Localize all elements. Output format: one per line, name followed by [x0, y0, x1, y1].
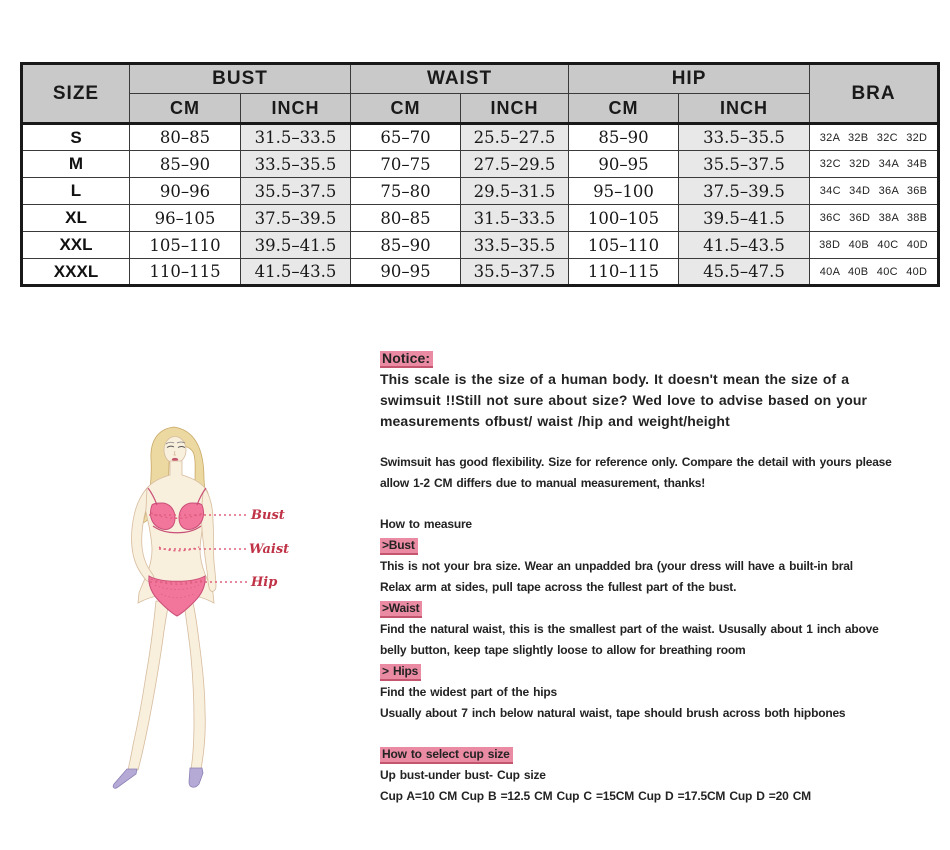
- bra-cell: 32C 32D 34A 34B: [810, 151, 939, 178]
- notes-panel: [380, 348, 945, 807]
- right-shoe: [189, 768, 203, 787]
- col-header-bust-inch: INCH: [241, 94, 351, 124]
- hips-section-label: > Hips: [380, 664, 421, 681]
- hip-inch-cell: 41.5–43.5: [679, 232, 810, 259]
- bust-section-label: >Bust: [380, 538, 418, 555]
- hips-instruction-line: Find the widest part of the hips: [380, 685, 557, 699]
- hip-cm-cell: 100–105: [569, 205, 679, 232]
- notice-paragraph-line: swimsuit !!Still not sure about size? Wed love to advise based on your: [380, 392, 868, 408]
- table-row: [22, 151, 939, 178]
- flexibility-note-line: Swimsuit has good flexibility. Size for reference only. Compare the detail with yours please: [380, 455, 892, 469]
- flexibility-note-line: allow 1-2 CM differs due to manual measurement, thanks!: [380, 476, 706, 490]
- col-header-hip: HIP: [569, 64, 810, 94]
- right-leg: [184, 603, 205, 769]
- col-header-bust: BUST: [130, 64, 351, 94]
- how-to-measure-heading: How to measure: [380, 517, 472, 531]
- hip-inch-cell: 39.5–41.5: [679, 205, 810, 232]
- waist-inch-cell: 35.5–37.5: [461, 259, 569, 286]
- waist-section-label: >Waist: [380, 601, 422, 618]
- table-row: [22, 124, 939, 151]
- hip-cm-cell: 95–100: [569, 178, 679, 205]
- spacer: [380, 724, 945, 744]
- cup-size-line: Up bust-under bust- Cup size: [380, 768, 546, 782]
- bust-cm-cell: 80–85: [130, 124, 241, 151]
- hip-cm-cell: 85–90: [569, 124, 679, 151]
- bust-inch-cell: 39.5–41.5: [241, 232, 351, 259]
- notice-heading-line: [380, 348, 945, 369]
- waist-instruction-line: belly button, keep tape slightly loose to allow for breathing room: [380, 643, 746, 657]
- bust-instruction-line: This is not your bra size. Wear an unpadded bra (your dress will have a built-in bral: [380, 559, 853, 573]
- bust-cm-cell: 96–105: [130, 205, 241, 232]
- size-cell: S: [22, 124, 130, 151]
- size-cell: XXL: [22, 232, 130, 259]
- hips-instruction-line: Usually about 7 inch below natural waist, tape should brush across both hipbones: [380, 706, 846, 720]
- bra-cell: 36C 36D 38A 38B: [810, 205, 939, 232]
- table-row: [22, 178, 939, 205]
- cup-size-heading-line: [380, 744, 945, 765]
- measurement-figure: [105, 423, 300, 795]
- waist-cm-cell: 65–70: [351, 124, 461, 151]
- bust-inch-cell: 35.5–37.5: [241, 178, 351, 205]
- notice-paragraph-line: measurements ofbust/ waist /hip and weight/height: [380, 413, 730, 429]
- hip-inch-cell: 45.5–47.5: [679, 259, 810, 286]
- hips-section-label-line: [380, 661, 945, 682]
- waist-instruction-line: Find the natural waist, this is the smallest part of the waist. Ususally about 1 inch above: [380, 622, 879, 636]
- col-header-waist-inch: INCH: [461, 94, 569, 124]
- hip-label: Hip: [251, 575, 278, 590]
- col-header-size: SIZE: [22, 64, 130, 124]
- col-header-waist-cm: CM: [351, 94, 461, 124]
- col-header-bust-cm: CM: [130, 94, 241, 124]
- bust-inch-cell: 31.5–33.5: [241, 124, 351, 151]
- header-row-units: [22, 94, 939, 124]
- left-shoe: [113, 769, 137, 788]
- col-header-hip-cm: CM: [569, 94, 679, 124]
- left-leg: [128, 601, 169, 770]
- cup-size-line: Cup A=10 CM Cup B =12.5 CM Cup C =15CM Cup D =17.5CM Cup D =20 CM: [380, 789, 811, 803]
- hip-cm-cell: 105–110: [569, 232, 679, 259]
- bra-cell: 38D 40B 40C 40D: [810, 232, 939, 259]
- hip-inch-cell: 35.5–37.5: [679, 151, 810, 178]
- bust-inch-cell: 37.5–39.5: [241, 205, 351, 232]
- waist-cm-cell: 70–75: [351, 151, 461, 178]
- waist-inch-cell: 31.5–33.5: [461, 205, 569, 232]
- spacer: [380, 432, 945, 452]
- header-row-groups: [22, 64, 939, 94]
- size-cell: M: [22, 151, 130, 178]
- bra-cell: 32A 32B 32C 32D: [810, 124, 939, 151]
- size-cell: L: [22, 178, 130, 205]
- size-chart-table: [20, 62, 940, 287]
- waist-cm-cell: 90–95: [351, 259, 461, 286]
- table-row: [22, 259, 939, 286]
- size-cell: XL: [22, 205, 130, 232]
- bust-label: Bust: [251, 508, 285, 523]
- bra-cell: 40A 40B 40C 40D: [810, 259, 939, 286]
- bust-instruction-line: Relax arm at sides, pull tape across the fullest part of the bust.: [380, 580, 737, 594]
- figure-sketch-illustration: [105, 423, 300, 795]
- bra-cell: 34C 34D 36A 36B: [810, 178, 939, 205]
- notice-paragraph-line: This scale is the size of a human body. It doesn't mean the size of a: [380, 371, 850, 387]
- waist-inch-cell: 29.5–31.5: [461, 178, 569, 205]
- bust-cm-cell: 85–90: [130, 151, 241, 178]
- waist-inch-cell: 33.5–35.5: [461, 232, 569, 259]
- bust-inch-cell: 41.5–43.5: [241, 259, 351, 286]
- waist-cm-cell: 80–85: [351, 205, 461, 232]
- waist-inch-cell: 27.5–29.5: [461, 151, 569, 178]
- table-row: [22, 232, 939, 259]
- size-cell: XXXL: [22, 259, 130, 286]
- waist-inch-cell: 25.5–27.5: [461, 124, 569, 151]
- col-header-bra: BRA: [810, 64, 939, 124]
- bust-section-label-line: [380, 535, 945, 556]
- hip-inch-cell: 37.5–39.5: [679, 178, 810, 205]
- waist-cm-cell: 75–80: [351, 178, 461, 205]
- bust-inch-cell: 33.5–35.5: [241, 151, 351, 178]
- spacer: [380, 494, 945, 514]
- col-header-waist: WAIST: [351, 64, 569, 94]
- cup-size-heading: How to select cup size: [380, 747, 513, 764]
- col-header-hip-inch: INCH: [679, 94, 810, 124]
- bust-cm-cell: 90–96: [130, 178, 241, 205]
- hip-cm-cell: 90–95: [569, 151, 679, 178]
- bust-cm-cell: 110–115: [130, 259, 241, 286]
- table-row: [22, 205, 939, 232]
- waist-cm-cell: 85–90: [351, 232, 461, 259]
- hip-cm-cell: 110–115: [569, 259, 679, 286]
- bust-cm-cell: 105–110: [130, 232, 241, 259]
- waist-label: Waist: [249, 542, 290, 557]
- hip-inch-cell: 33.5–35.5: [679, 124, 810, 151]
- notice-heading: Notice:: [380, 351, 433, 368]
- waist-section-label-line: [380, 598, 945, 619]
